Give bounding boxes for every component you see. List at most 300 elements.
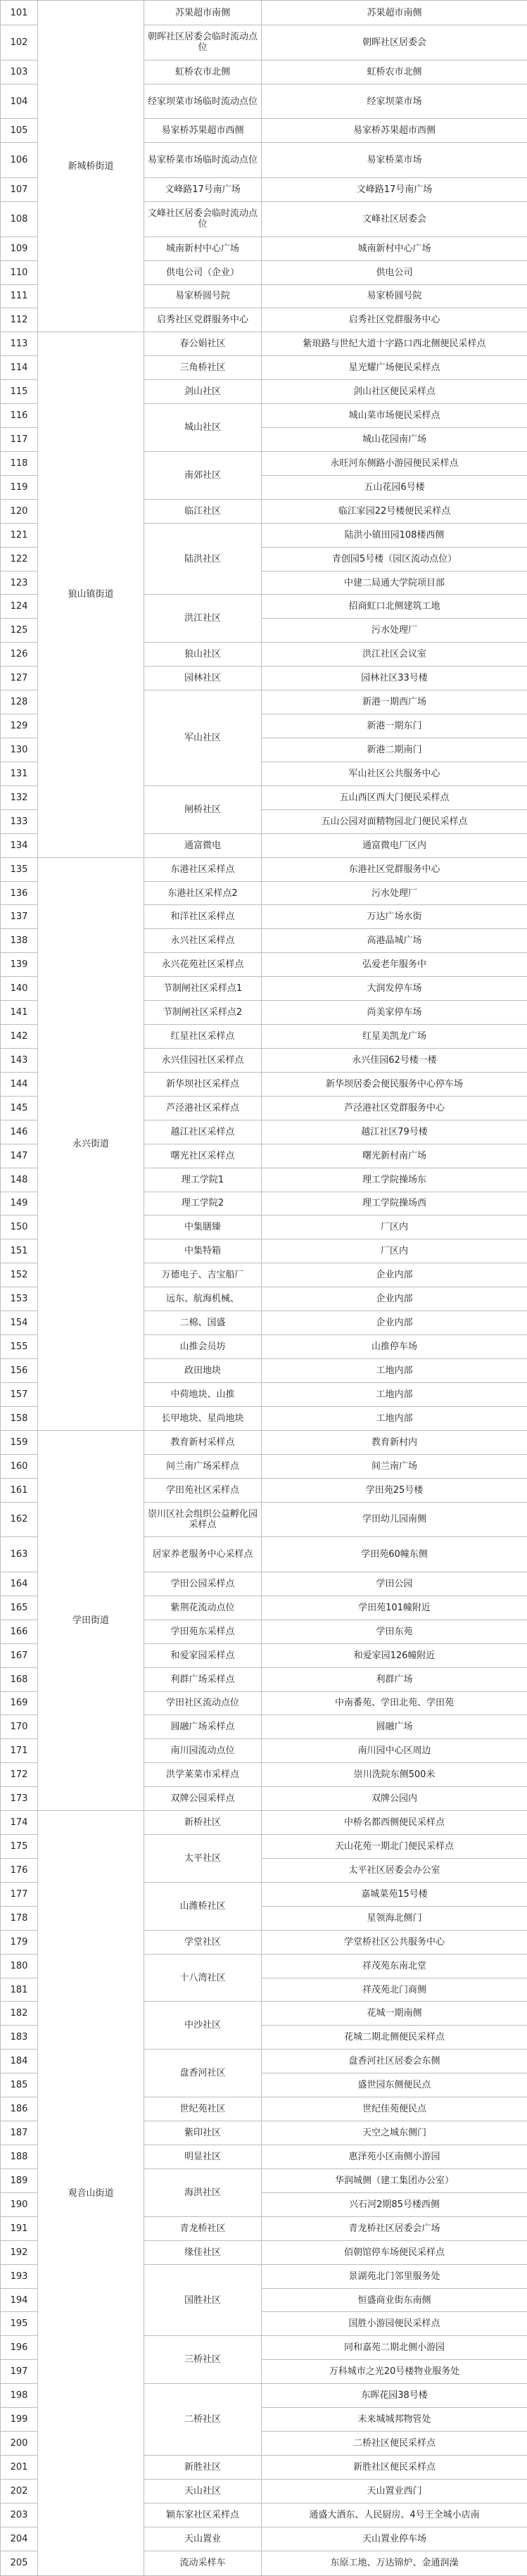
community-cell: 朝晖社区居委会临时流动点位: [144, 25, 262, 61]
community-cell: 世纪苑社区: [144, 2097, 262, 2121]
community-cell: 和洋社区采样点: [144, 905, 262, 929]
sampling-point-cell: 企业内部: [262, 1263, 527, 1287]
row-number: 148: [1, 1168, 38, 1192]
sampling-point-cell: 新港一期西广场: [262, 690, 527, 714]
community-cell: 供电公司（企业）: [144, 260, 262, 284]
community-cell: 政田地块: [144, 1358, 262, 1382]
row-number: 102: [1, 25, 38, 61]
sampling-point-cell: 华润城侧（建工集团办公室）: [262, 2168, 527, 2192]
sampling-point-cell: 大润发停车场: [262, 977, 527, 1001]
sampling-point-cell: 苏果超市南侧: [262, 1, 527, 25]
community-cell: 山潍桥社区: [144, 1882, 262, 1930]
row-number: 170: [1, 1715, 38, 1739]
community-cell: 学田苑东采样点: [144, 1620, 262, 1643]
sampling-point-cell: 祥茂苑北门商侧: [262, 1978, 527, 2002]
row-number: 104: [1, 84, 38, 119]
sampling-point-cell: 通盛大酒东、人民厨房、4号王全城小店南: [262, 2503, 527, 2527]
sampling-point-cell: 教育新村内: [262, 1430, 527, 1454]
row-number: 186: [1, 2097, 38, 2121]
community-cell: 永兴花苑社区采样点: [144, 953, 262, 977]
row-number: 159: [1, 1430, 38, 1454]
community-cell: 南川园流动点位: [144, 1739, 262, 1763]
row-number: 126: [1, 643, 38, 667]
row-number: 141: [1, 1001, 38, 1025]
sampling-point-cell: 学堂桥社区公共服务中心: [262, 1930, 527, 1954]
row-number: 132: [1, 785, 38, 809]
sampling-point-cell: 盘香河社区居委会东侧: [262, 2050, 527, 2073]
sampling-point-cell: 双牌公园内: [262, 1787, 527, 1811]
street-cell: 永兴街道: [38, 857, 144, 1430]
row-number: 129: [1, 714, 38, 738]
sampling-point-cell: 军山社区公共服务中心: [262, 762, 527, 785]
row-number: 190: [1, 2192, 38, 2216]
community-cell: 经家坝菜市场临时流动点位: [144, 84, 262, 119]
row-number: 192: [1, 2240, 38, 2264]
community-cell: 易家桥菜市场临时流动点位: [144, 143, 262, 178]
community-cell: 和爱家园采样点: [144, 1643, 262, 1667]
community-cell: 山推会员坊: [144, 1335, 262, 1359]
sampling-point-cell: 厂区内: [262, 1216, 527, 1239]
row-number: 140: [1, 977, 38, 1001]
sampling-point-cell: 五山公园对面精物园北门便民采样点: [262, 809, 527, 833]
community-cell: 洪江社区: [144, 595, 262, 643]
sampling-point-cell: 星光耀广场便民采样点: [262, 356, 527, 380]
row-number: 105: [1, 119, 38, 143]
community-cell: 间兰南广场采样点: [144, 1454, 262, 1478]
table-row: [1, 332, 527, 356]
sampling-point-cell: 青龙桥社区居委会广场: [262, 2216, 527, 2240]
sampling-point-cell: 未来城城邦物管处: [262, 2408, 527, 2432]
row-number: 137: [1, 905, 38, 929]
row-number: 180: [1, 1954, 38, 1978]
community-cell: 缘佳社区: [144, 2240, 262, 2264]
sampling-point-cell: 城山花园南广场: [262, 428, 527, 452]
sampling-point-cell: 污水处理厂: [262, 619, 527, 643]
sampling-point-cell: 易家桥苏果超市西侧: [262, 119, 527, 143]
row-number: 138: [1, 929, 38, 953]
sampling-point-cell: 中建二局通大学院项目部: [262, 571, 527, 595]
row-number: 174: [1, 1811, 38, 1835]
community-cell: 长甲地块、星尚地块: [144, 1406, 262, 1430]
community-cell: 新桥社区: [144, 1811, 262, 1835]
sampling-point-cell: 陆洪小镇田园108楼西侧: [262, 523, 527, 547]
sampling-point-cell: 污水处理厂: [262, 881, 527, 905]
street-cell: 新城桥街道: [38, 1, 144, 332]
row-number: 111: [1, 284, 38, 308]
sampling-point-cell: 崇川洗院东侧500米: [262, 1763, 527, 1787]
row-number: 205: [1, 2551, 38, 2575]
row-number: 108: [1, 201, 38, 236]
table-row: [1, 1430, 527, 1454]
row-number: 171: [1, 1739, 38, 1763]
sampling-point-cell: 兴石河2期85号楼西侧: [262, 2192, 527, 2216]
row-number: 166: [1, 1620, 38, 1643]
sampling-point-cell: 厂区内: [262, 1239, 527, 1263]
community-cell: 虹桥农市北侧: [144, 60, 262, 84]
community-cell: 南郊社区: [144, 451, 262, 499]
row-number: 164: [1, 1572, 38, 1596]
sampling-point-cell: 学田苑60幢东侧: [262, 1537, 527, 1572]
sampling-point-cell: 剑山社区便民采样点: [262, 380, 527, 404]
sampling-point-cell: 盛世园东侧便民点: [262, 2073, 527, 2097]
row-number: 156: [1, 1358, 38, 1382]
sampling-point-cell: 紫琅路与世纪大道十字路口西北侧便民采样点: [262, 332, 527, 356]
sampling-point-cell: 学田幼儿园南侧: [262, 1502, 527, 1537]
sampling-point-cell: 洪江社区会议室: [262, 643, 527, 667]
row-number: 136: [1, 881, 38, 905]
sampling-point-cell: 理工学院操场西: [262, 1192, 527, 1216]
row-number: 179: [1, 1930, 38, 1954]
row-number: 109: [1, 236, 38, 260]
row-number: 145: [1, 1096, 38, 1120]
row-number: 103: [1, 60, 38, 84]
row-number: 113: [1, 332, 38, 356]
community-cell: 中集特箱: [144, 1239, 262, 1263]
sampling-point-cell: 文峰路17号南广场: [262, 178, 527, 202]
row-number: 101: [1, 1, 38, 25]
community-cell: 城山社区: [144, 404, 262, 452]
sampling-point-cell: 园林社区33号楼: [262, 667, 527, 690]
row-number: 106: [1, 143, 38, 178]
sampling-point-cell: 太平社区居委会办公室: [262, 1858, 527, 1882]
sampling-point-cell: 景湖苑北门邻里服务处: [262, 2264, 527, 2288]
community-cell: 双牌公园采样点: [144, 1787, 262, 1811]
row-number: 162: [1, 1502, 38, 1537]
sampling-point-cell: 国胜小游园便民采样点: [262, 2312, 527, 2336]
row-number: 197: [1, 2360, 38, 2384]
sampling-point-cell: 天山置业西门: [262, 2479, 527, 2503]
row-number: 110: [1, 260, 38, 284]
community-cell: 东港社区采样点2: [144, 881, 262, 905]
sampling-point-cell: 经家坝菜市场: [262, 84, 527, 119]
sampling-point-cell: 圆融广场: [262, 1715, 527, 1739]
row-number: 130: [1, 738, 38, 762]
community-cell: 文峰社区居委会临时流动点位: [144, 201, 262, 236]
row-number: 188: [1, 2145, 38, 2169]
community-cell: 紫荆花流动点位: [144, 1596, 262, 1620]
sampling-point-cell: 星领海北侧门: [262, 1906, 527, 1930]
sampling-point-cell: 工地内部: [262, 1358, 527, 1382]
row-number: 196: [1, 2336, 38, 2360]
row-number: 187: [1, 2121, 38, 2145]
row-number: 118: [1, 451, 38, 475]
sampling-point-cell: 易家桥圆号院: [262, 284, 527, 308]
row-number: 127: [1, 667, 38, 690]
community-cell: 国胜社区: [144, 2264, 262, 2336]
row-number: 123: [1, 571, 38, 595]
community-cell: 通富微电: [144, 833, 262, 857]
community-cell: 越江社区采样点: [144, 1120, 262, 1144]
community-cell: 紫印社区: [144, 2121, 262, 2145]
sampling-point-cell: 南川园中心区周边: [262, 1739, 527, 1763]
community-cell: 园林社区: [144, 667, 262, 690]
sampling-point-cell: 花城一期南侧: [262, 2002, 527, 2026]
community-cell: 流动采样车: [144, 2551, 262, 2575]
sampling-point-cell: 二桥社区便民采样点: [262, 2432, 527, 2456]
sampling-point-cell: 天山置业停车场: [262, 2527, 527, 2551]
community-cell: 十八湾社区: [144, 1954, 262, 2002]
row-number: 147: [1, 1144, 38, 1168]
sampling-point-cell: 间兰南广场: [262, 1454, 527, 1478]
sampling-point-cell: 启秀社区党群服务中心: [262, 308, 527, 332]
community-cell: 节制闸社区采样点2: [144, 1001, 262, 1025]
sampling-point-cell: 学田苑101幢附近: [262, 1596, 527, 1620]
sampling-point-cell: 嘉城菜苑15号楼: [262, 1882, 527, 1906]
community-cell: 洪学莱菜市采样点: [144, 1763, 262, 1787]
row-number: 142: [1, 1025, 38, 1049]
community-cell: 闸桥社区: [144, 785, 262, 833]
sampling-point-cell: 恒盛商业街东南侧: [262, 2288, 527, 2312]
sampling-point-cell: 永旺河东侧路小游园便民采样点: [262, 451, 527, 475]
sampling-point-cell: 永兴佳园62号楼一楼: [262, 1049, 527, 1073]
row-number: 107: [1, 178, 38, 202]
sampling-point-cell: 五山花园6号楼: [262, 475, 527, 499]
community-cell: 颖东家社区采样点: [144, 2503, 262, 2527]
sampling-point-cell: 东港社区党群服务中心: [262, 857, 527, 881]
community-cell: 三角桥社区: [144, 356, 262, 380]
table-row: [1, 857, 527, 881]
row-number: 173: [1, 1787, 38, 1811]
sampling-point-cell: 中桥名都西侧便民采样点: [262, 1811, 527, 1835]
row-number: 160: [1, 1454, 38, 1478]
row-number: 144: [1, 1072, 38, 1096]
community-cell: 春公娟社区: [144, 332, 262, 356]
row-number: 151: [1, 1239, 38, 1263]
table-row: [1, 1811, 527, 1835]
sampling-point-cell: 和爱家园126幢附近: [262, 1643, 527, 1667]
community-cell: 理工学院2: [144, 1192, 262, 1216]
community-cell: 红星社区采样点: [144, 1025, 262, 1049]
row-number: 112: [1, 308, 38, 332]
row-number: 120: [1, 499, 38, 523]
row-number: 153: [1, 1287, 38, 1311]
row-number: 191: [1, 2216, 38, 2240]
row-number: 119: [1, 475, 38, 499]
row-number: 121: [1, 523, 38, 547]
community-cell: 军山社区: [144, 690, 262, 786]
row-number: 157: [1, 1382, 38, 1406]
sampling-point-cell: 弘爱老年服务中: [262, 953, 527, 977]
sampling-point-cell: 世纪佳苑便民点: [262, 2097, 527, 2121]
row-number: 125: [1, 619, 38, 643]
community-cell: 理工学院1: [144, 1168, 262, 1192]
row-number: 183: [1, 2026, 38, 2050]
community-cell: 文峰路17号南广场: [144, 178, 262, 202]
sampling-point-cell: 佰朝馆停车场便民采样点: [262, 2240, 527, 2264]
row-number: 185: [1, 2073, 38, 2097]
community-cell: 永兴佳园社区采样点: [144, 1049, 262, 1073]
sampling-point-cell: 祥茂苑东南北堂: [262, 1954, 527, 1978]
row-number: 199: [1, 2408, 38, 2432]
community-cell: 中荷地块、山推: [144, 1382, 262, 1406]
community-cell: 盘香河社区: [144, 2050, 262, 2097]
sampling-point-cell: 越江社区79号楼: [262, 1120, 527, 1144]
row-number: 169: [1, 1691, 38, 1715]
sampling-point-cell: 天山花苑一期北门便民采样点: [262, 1835, 527, 1859]
sampling-point-cell: 城山菜市场便民采样点: [262, 404, 527, 428]
row-number: 203: [1, 2503, 38, 2527]
community-cell: 剑山社区: [144, 380, 262, 404]
community-cell: 青龙桥社区: [144, 2216, 262, 2240]
community-cell: 城南新村中心广场: [144, 236, 262, 260]
sampling-point-cell: 惠泽苑小区南侧小游园: [262, 2145, 527, 2169]
sampling-point-cell: 东晖花园38号楼: [262, 2384, 527, 2408]
sampling-point-cell: 同和嘉苑二期北侧小游园: [262, 2336, 527, 2360]
row-number: 117: [1, 428, 38, 452]
row-number: 182: [1, 2002, 38, 2026]
row-number: 202: [1, 2479, 38, 2503]
row-number: 128: [1, 690, 38, 714]
community-cell: 新胜社区: [144, 2456, 262, 2480]
sampling-point-cell: 万科城市之光20号楼物业服务处: [262, 2360, 527, 2384]
row-number: 200: [1, 2432, 38, 2456]
row-number: 168: [1, 1667, 38, 1691]
sampling-point-cell: 虹桥农市北侧: [262, 60, 527, 84]
row-number: 133: [1, 809, 38, 833]
street-cell: 观音山街道: [38, 1811, 144, 2576]
street-cell: 学田街道: [38, 1430, 144, 1810]
row-number: 161: [1, 1478, 38, 1502]
sampling-point-cell: 临江家园22号楼便民采样点: [262, 499, 527, 523]
community-cell: 中集膳臻: [144, 1216, 262, 1239]
sampling-point-cell: 新胜社区便民采样点: [262, 2456, 527, 2480]
community-cell: 二桥社区: [144, 2384, 262, 2456]
community-cell: 狼山社区: [144, 643, 262, 667]
community-cell: 教育新村采样点: [144, 1430, 262, 1454]
row-number: 201: [1, 2456, 38, 2480]
community-cell: 利群广场采样点: [144, 1667, 262, 1691]
community-cell: 曙光社区采样点: [144, 1144, 262, 1168]
row-number: 146: [1, 1120, 38, 1144]
row-number: 163: [1, 1537, 38, 1572]
row-number: 194: [1, 2288, 38, 2312]
row-number: 135: [1, 857, 38, 881]
community-cell: 易家桥苏果超市西侧: [144, 119, 262, 143]
row-number: 158: [1, 1406, 38, 1430]
sampling-point-cell: 尚美家停车场: [262, 1001, 527, 1025]
sampling-point-cell: 红星美凯龙广场: [262, 1025, 527, 1049]
sampling-point-cell: 城南新村中心广场: [262, 236, 527, 260]
community-cell: 圆融广场采样点: [144, 1715, 262, 1739]
community-cell: 太平社区: [144, 1835, 262, 1883]
community-cell: 学堂社区: [144, 1930, 262, 1954]
sampling-point-cell: 曙光新村南广场: [262, 1144, 527, 1168]
community-cell: 明显社区: [144, 2145, 262, 2169]
community-cell: 节制闸社区采样点1: [144, 977, 262, 1001]
row-number: 204: [1, 2527, 38, 2551]
sampling-point-cell: 东原工地、万达锦炉、金通润澡: [262, 2551, 527, 2575]
row-number: 167: [1, 1643, 38, 1667]
sampling-point-cell: 天空之城东侧门: [262, 2121, 527, 2145]
row-number: 155: [1, 1335, 38, 1359]
community-cell: 陆洪社区: [144, 523, 262, 595]
community-cell: 万德电子、吉宝船厂: [144, 1263, 262, 1287]
sampling-point-cell: 青创园5号楼（园区流动点位）: [262, 547, 527, 571]
sampling-point-cell: 易家桥菜市场: [262, 143, 527, 178]
sampling-point-cell: 文峰社区居委会: [262, 201, 527, 236]
row-number: 143: [1, 1049, 38, 1073]
community-cell: 芦泾港社区采样点: [144, 1096, 262, 1120]
sampling-point-cell: 工地内部: [262, 1382, 527, 1406]
sampling-point-cell: 五山西区西大门便民采样点: [262, 785, 527, 809]
community-cell: 天山社区: [144, 2479, 262, 2503]
sampling-point-cell: 招商虹口北侧建筑工地: [262, 595, 527, 619]
community-cell: 永兴社区采样点: [144, 929, 262, 953]
row-number: 124: [1, 595, 38, 619]
community-cell: 易家桥圆号院: [144, 284, 262, 308]
sampling-point-cell: 学田东苑: [262, 1620, 527, 1643]
sampling-point-cell: 高港晶城广场: [262, 929, 527, 953]
community-cell: 二棉、国盛: [144, 1311, 262, 1335]
row-number: 177: [1, 1882, 38, 1906]
sampling-point-cell: 企业内部: [262, 1311, 527, 1335]
row-number: 154: [1, 1311, 38, 1335]
community-cell: 崇川区社会组织公益孵化园采样点: [144, 1502, 262, 1537]
row-number: 122: [1, 547, 38, 571]
row-number: 175: [1, 1835, 38, 1859]
community-cell: 苏果超市南侧: [144, 1, 262, 25]
sampling-point-cell: 通富微电厂区内: [262, 833, 527, 857]
sampling-point-cell: 新华坝居委会便民服务中心停车场: [262, 1072, 527, 1096]
row-number: 178: [1, 1906, 38, 1930]
row-number: 181: [1, 1978, 38, 2002]
sampling-point-cell: 花城二期北侧便民采样点: [262, 2026, 527, 2050]
community-cell: 新华坝社区采样点: [144, 1072, 262, 1096]
community-cell: 海洪社区: [144, 2168, 262, 2216]
sampling-point-cell: 新港一期东门: [262, 714, 527, 738]
row-number: 116: [1, 404, 38, 428]
sampling-point-cell: 学田苑25号楼: [262, 1478, 527, 1502]
row-number: 193: [1, 2264, 38, 2288]
community-cell: 东港社区采样点: [144, 857, 262, 881]
community-cell: 三桥社区: [144, 2336, 262, 2384]
row-number: 198: [1, 2384, 38, 2408]
sampling-point-cell: 新港二期南门: [262, 738, 527, 762]
community-cell: 远东、航海机械、: [144, 1287, 262, 1311]
sampling-point-cell: 利群广场: [262, 1667, 527, 1691]
community-cell: 学田公园采样点: [144, 1572, 262, 1596]
row-number: 114: [1, 356, 38, 380]
row-number: 152: [1, 1263, 38, 1287]
community-cell: 中沙社区: [144, 2002, 262, 2050]
row-number: 184: [1, 2050, 38, 2073]
community-cell: 临江社区: [144, 499, 262, 523]
row-number: 115: [1, 380, 38, 404]
sampling-point-cell: 工地内部: [262, 1406, 527, 1430]
row-number: 165: [1, 1596, 38, 1620]
community-cell: 天山置业: [144, 2527, 262, 2551]
sampling-point-cell: 万达广场水街: [262, 905, 527, 929]
sampling-point-cell: 学田公园: [262, 1572, 527, 1596]
row-number: 172: [1, 1763, 38, 1787]
row-number: 149: [1, 1192, 38, 1216]
row-number: 150: [1, 1216, 38, 1239]
sampling-point-cell: 供电公司: [262, 260, 527, 284]
sampling-point-cell: 中南番苑、学田北苑、学田苑: [262, 1691, 527, 1715]
sampling-point-cell: 芦泾港社区党群服务中心: [262, 1096, 527, 1120]
row-number: 134: [1, 833, 38, 857]
community-cell: 启秀社区党群服务中心: [144, 308, 262, 332]
row-number: 195: [1, 2312, 38, 2336]
row-number: 131: [1, 762, 38, 785]
sampling-point-cell: 企业内部: [262, 1287, 527, 1311]
row-number: 176: [1, 1858, 38, 1882]
sampling-point-cell: 理工学院操场东: [262, 1168, 527, 1192]
street-cell: 狼山镇街道: [38, 332, 144, 857]
sampling-point-cell: 山推停车场: [262, 1335, 527, 1359]
community-cell: 学田苑社区采样点: [144, 1478, 262, 1502]
community-cell: 居家养老服务中心采样点: [144, 1537, 262, 1572]
